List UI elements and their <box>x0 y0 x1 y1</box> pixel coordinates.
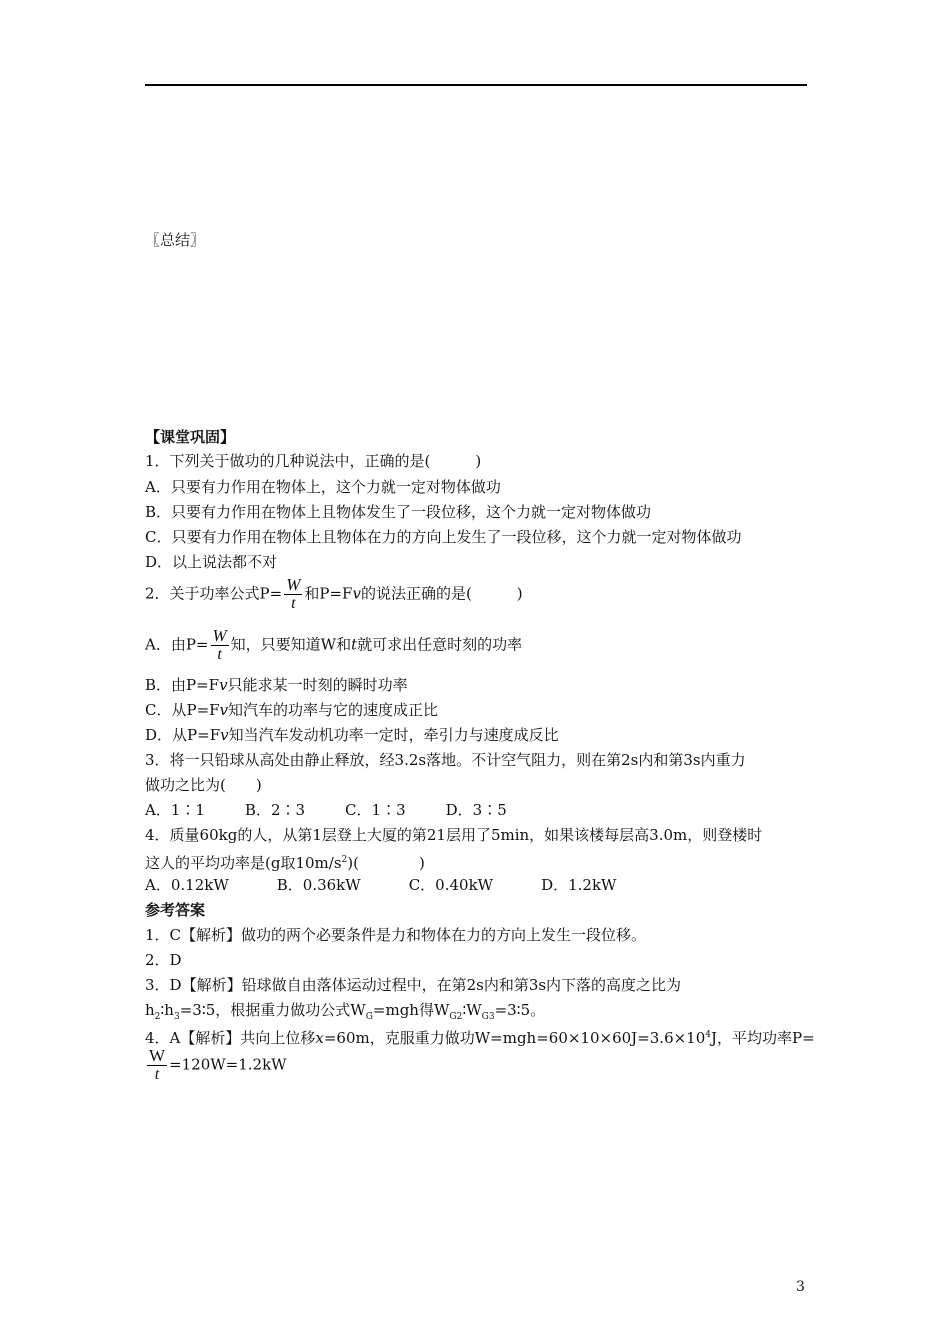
answer-3-line2 <box>145 1000 545 1027</box>
q1-stem: 1．下列关于做功的几种说法中，正确的是( ) <box>145 452 482 470</box>
q3-stem-line1: 3．将一只铅球从高处由静止释放，经3.2s落地。不计空气阻力，则在第2s内和第3s内重力 <box>145 751 746 769</box>
q2-fraction <box>284 576 302 613</box>
q2-b-pre: B．由P=F <box>145 676 220 694</box>
q2-option-b <box>145 675 408 695</box>
q2-c-pre: C．从P=F <box>145 701 220 719</box>
q2-fraction-numerator: W <box>286 575 301 594</box>
q2-option-a <box>145 627 522 664</box>
q2-a-post: 就可求出任意时刻的功率 <box>357 635 523 654</box>
a3-h: h <box>145 1001 155 1019</box>
q4-option-b: B．0.36kW <box>276 876 361 894</box>
q2-stem-post: 的说法正确的是( ) <box>360 584 523 603</box>
page-number: 3 <box>796 1279 805 1295</box>
answer-4-line1 <box>145 1025 815 1048</box>
q2-a-mid: 知，只要知道W和 <box>230 635 352 654</box>
a3-sub-g3: G3 <box>481 1012 495 1022</box>
a3-sub-g2: G2 <box>449 1012 463 1022</box>
q4-stem-pre: 这人的平均功率是(g取10m/s <box>145 854 342 872</box>
q2-d-pre: D．从P=F <box>145 726 221 744</box>
q2-d-v: v <box>220 726 229 744</box>
q2-stem <box>145 576 523 613</box>
a3-mgh: =mgh得W <box>372 1001 450 1019</box>
a3-sub-3: 3 <box>173 1012 180 1022</box>
q2-v: v <box>352 584 361 603</box>
q2-stem-pre: 2．关于功率公式P= <box>145 584 283 603</box>
q2-c-post: 知汽车的功率与它的速度成正比 <box>228 701 439 719</box>
answers-heading: 参考答案 <box>145 901 206 919</box>
answer-1: 1．C【解析】做功的两个必要条件是力和物体在力的方向上发生一段位移。 <box>145 926 647 944</box>
q1-option-d: D．以上说法都不对 <box>145 553 278 571</box>
a4-sup: 4 <box>705 1030 712 1040</box>
q1-option-c: C．只要有力作用在物体上且物体在力的方向上发生了一段位移，这个力就一定对物体做功 <box>145 528 742 546</box>
q2-a-fraction-numerator: W <box>212 626 227 645</box>
a4-fraction-numerator: W <box>149 1046 166 1065</box>
q3-stem-line2: 做功之比为( ) <box>145 776 262 794</box>
q4-option-d: D．1.2kW <box>541 876 617 894</box>
q2-a-t: t <box>351 635 358 654</box>
q3-option-b: B．2∶3 <box>244 801 306 819</box>
q4-option-c: C．0.40kW <box>408 876 494 894</box>
q4-stem-line1: 4．质量60kg的人，从第1层登上大厦的第21层用了5min，如果该楼每层高3.0m，则登楼时 <box>145 826 763 844</box>
a3-sub-g: G <box>365 1012 373 1022</box>
q4-options <box>145 875 616 895</box>
q2-b-v: v <box>219 676 228 694</box>
q4-stem-post: )( ) <box>347 854 425 872</box>
a3-sub-2: 2 <box>154 1012 161 1022</box>
q2-option-d <box>145 725 559 745</box>
header-rule <box>145 84 807 86</box>
q2-a-fraction-denominator: t <box>217 646 222 663</box>
a3-formula: =3∶5，根据重力做功公式W <box>179 1001 366 1019</box>
q4-option-a: A．0.12kW <box>145 876 229 894</box>
q4-stem-line2 <box>145 850 425 873</box>
q1-option-b: B．只要有力作用在物体上且物体发生了一段位移，这个力就一定对物体做功 <box>145 503 652 521</box>
a4-fraction-denominator: t <box>154 1066 160 1083</box>
q3-option-c: C．1∶3 <box>345 801 406 819</box>
answer-3-line1: 3．D【解析】铅球做自由落体运动过程中，在第2s内和第3s内下落的高度之比为 <box>145 976 682 994</box>
q2-a-fraction <box>211 627 229 664</box>
a4-mid: =60m，克服重力做功W=mgh=60×10×60J=3.6×10 <box>323 1029 706 1047</box>
q2-fraction-denominator: t <box>291 595 296 612</box>
summary-heading: 〖总结〗 <box>145 231 206 249</box>
a4-x: x <box>315 1029 324 1047</box>
q2-a-pre: A．由P= <box>145 635 209 654</box>
q2-c-v: v <box>219 701 229 719</box>
a4-fraction <box>147 1047 167 1084</box>
q2-option-c <box>145 700 438 720</box>
a4-line2: =120W=1.2kW <box>169 1055 287 1074</box>
q2-d-post: 知当汽车发动机功率一定时，牵引力与速度成反比 <box>228 726 559 744</box>
answer-4-line2 <box>145 1047 287 1084</box>
consolidation-heading: 【课堂巩固】 <box>145 428 236 446</box>
a3-ratio: ∶W <box>462 1001 482 1019</box>
a3-h3: ∶h <box>160 1001 174 1019</box>
q1-option-a: A．只要有力作用在物体上，这个力就一定对物体做功 <box>145 478 501 496</box>
q4-stem-sup: 2 <box>341 855 348 865</box>
a3-result: =3∶5。 <box>494 1001 546 1019</box>
q3-options <box>145 800 507 820</box>
answer-2: 2．D <box>145 951 182 969</box>
a4-post: J，平均功率P= <box>711 1029 815 1047</box>
q2-b-post: 只能求某一时刻的瞬时功率 <box>227 676 408 694</box>
q3-option-d: D．3∶5 <box>445 801 507 819</box>
q3-option-a: A．1∶1 <box>145 801 205 819</box>
q2-stem-mid: 和P=F <box>304 584 353 603</box>
a4-pre: 4．A【解析】共向上位移 <box>145 1029 316 1047</box>
